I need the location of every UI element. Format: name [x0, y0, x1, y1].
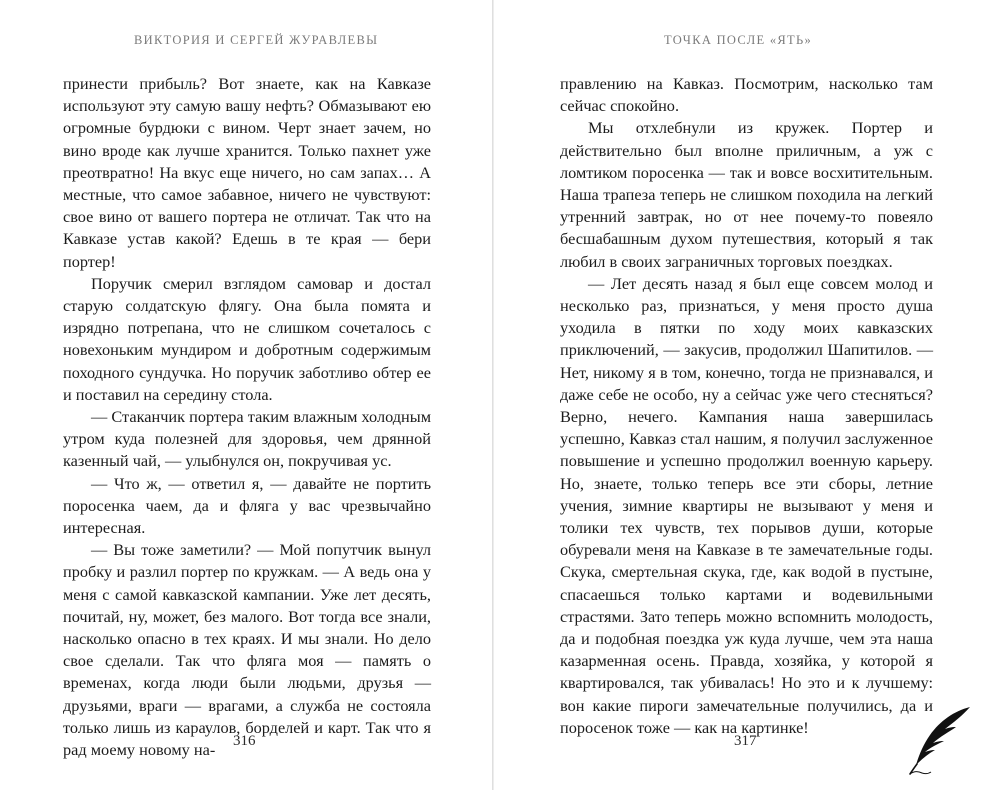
paragraph: — Стаканчик портера таким влажным холодным утром куда полезней для здоровья, чем дрянной казенный чай, — улыбнулся он, покручивая ус.: [63, 407, 431, 471]
left-page-body: [63, 73, 431, 761]
paragraph: — Что ж, — ответил я, — давайте не портить поросенка чаем, да и фляга у вас чрезвычайно интересная.: [63, 473, 431, 538]
running-head-authors: ВИКТОРИЯ И СЕРГЕЙ ЖУРАВЛЕВЫ: [134, 33, 379, 47]
right-page: [493, 0, 986, 790]
page-number-left: 316: [233, 733, 256, 749]
paragraph: — Лет десять назад я был еще совсем молод и несколько раз, признаться, у меня просто душа уходила в пятки по ходу моих кавказских приключений, — закусив, продолжил Шапитилов. — Нет, никому я в том, конечно, тогда не признавался, и даже себе не особо, ну а сейчас уже чего стесняться? Верно, нечего. Кампания наша завершилась успешно, Кавказ стал нашим, я получил заслуженное повышение и успешно продолжил военную карьеру. Но, знаете, только теперь все эти сборы, летние учения, зимние квартиры не вызывают у меня и толики тех чувств, тех порывов души, которые обуревали меня на Кавказе в те замечательные годы. Скука, смертельная скука, где, как водой в пустыне, спасаешься только картами и водевильными страстями. Зато теперь можно вспомнить молодость, да и подобная поездка уж куда лучше, чем эта наша казарменная осень. Правда, хозяйка, у которой я квартировался, так убивалась! Но это и к лучшему: вон какие пироги замечательные получились, да и поросенок тоже — как на картинке!: [560, 273, 933, 737]
page-number-right: 317: [734, 733, 757, 749]
paragraph: Мы отхлебнули из кружек. Портер и действительно был вполне приличным, а уж с ломтиком поросенка — так и вовсе восхитительным. Наша трапеза теперь не слишком походила на легкий утренний завтрак, но от нее почему-то повеяло бесшабашным духом путешествия, который я так любил в своих заграничных торговых поездках.: [560, 118, 933, 271]
paragraph: правлению на Кавказ. Посмотрим, насколько там сейчас спокойно.: [560, 74, 933, 116]
paragraph: принести прибыль? Вот знаете, как на Кавказе используют эту самую вашу нефть? Обмазывают ею огромные бурдюки с вином. Черт знает зачем, но вино вроде как лучше хранится. Только пахнет уже преотвратно! На вкус еще ничего, но сам запах… А местные, что самое забавное, ничего не чувствуют: свое вино от вашего портера не отличат. Так что на Кавказе устав какой? Едешь в те края — бери портер!: [63, 74, 431, 271]
paragraph: — Вы тоже заметили? — Мой попутчик вынул пробку и разлил портер по кружкам. — А ведь она у меня с самой кавказской кампании. Уже лет десять, почитай, ну, может, без малого. Вот тогда все знали, насколько опасно в тех краях. И мы знали. Но дело свое сделали. Так что фляга моя — память о временах, когда люди были людьми, друзья — друзьями, враги — врагами, а служба не состояла только лишь из караулов, борделей и карт. Так что я рад моему новому на-: [63, 540, 431, 760]
right-page-body: [560, 73, 933, 739]
quill-feather-icon: [908, 705, 972, 775]
running-head-title: ТОЧКА ПОСЛЕ «ЯТЬ»: [664, 33, 813, 47]
paragraph: Поручик смерил взглядом самовар и достал старую солдатскую флягу. Она была помята и изрядно потрепана, что не слишком сочеталось с новехоньким мундиром и добротным содержимым походного сундучка. Но поручик заботливо обтер ее и поставил на середину стола.: [63, 273, 431, 404]
